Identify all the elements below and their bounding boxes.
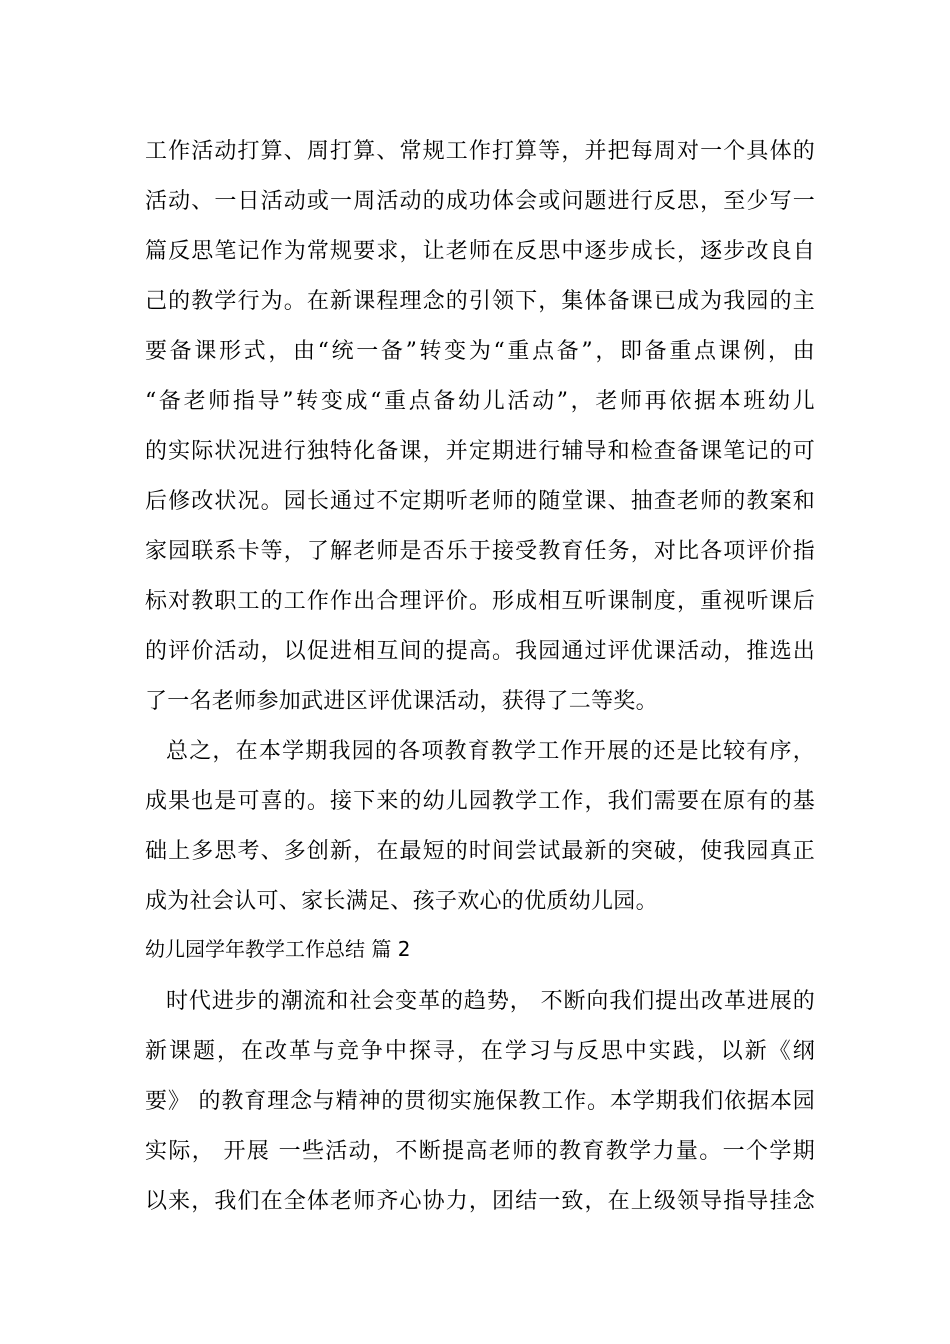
paragraph-1-line-9: 家园联系卡等，了解老师是否乐于接受教育任务，对比各项评价指: [145, 539, 815, 564]
paragraph-2-line-2: 成果也是可喜的。接下来的幼儿园教学工作，我们需要在原有的基: [145, 789, 815, 814]
paragraph-1-line-6: “备老师指导”转变成“重点备幼儿活动”，老师再依据本班幼儿: [145, 389, 815, 414]
paragraph-3-line-4: 实际， 开展 一些活动，不断提高老师的教育教学力量。一个学期: [145, 1139, 815, 1164]
paragraph-1-line-1: 工作活动打算、周打算、常规工作打算等，并把每周对一个具体的: [145, 139, 815, 164]
paragraph-1-line-11: 的评价活动，以促进相互间的提高。我园通过评优课活动，推选出: [145, 639, 815, 664]
paragraph-3-line-5: 以来，我们在全体老师齐心协力，团结一致，在上级领导指导挂念: [145, 1189, 815, 1214]
paragraph-2-line-1: 总之，在本学期我园的各项教育教学工作开展的还是比较有序，: [166, 739, 815, 764]
paragraph-2-line-3: 础上多思考、多创新，在最短的时间尝试最新的突破，使我园真正: [145, 839, 815, 864]
paragraph-1-line-3: 篇反思笔记作为常规要求，让老师在反思中逐步成长，逐步改良自: [145, 239, 815, 264]
paragraph-1-line-5: 要备课形式，由“统一备”转变为“重点备”，即备重点课例，由: [145, 339, 815, 364]
section-heading: 幼儿园学年教学工作总结 篇 2: [145, 937, 411, 961]
paragraph-2-line-4: 成为社会认可、家长满足、孩子欢心的优质幼儿园。: [145, 889, 658, 914]
paragraph-3-line-3: 要》 的教育理念与精神的贯彻实施保教工作。本学期我们依据本园: [145, 1089, 815, 1114]
paragraph-1-line-4: 己的教学行为。在新课程理念的引领下，集体备课已成为我园的主: [145, 289, 815, 314]
paragraph-1-line-7: 的实际状况进行独特化备课，并定期进行辅导和检查备课笔记的可: [145, 439, 815, 464]
paragraph-3-line-1: 时代进步的潮流和社会变革的趋势， 不断向我们提出改革进展的: [166, 989, 815, 1014]
paragraph-1-line-8: 后修改状况。园长通过不定期听老师的随堂课、抽查老师的教案和: [145, 489, 815, 514]
paragraph-3-line-2: 新课题，在改革与竞争中探寻，在学习与反思中实践，以新《纲: [145, 1039, 815, 1064]
paragraph-1-line-10: 标对教职工的工作作出合理评价。形成相互听课制度，重视听课后: [145, 589, 815, 614]
paragraph-1-line-12: 了一名老师参加武进区评优课活动，获得了二等奖。: [145, 689, 658, 714]
paragraph-1-line-2: 活动、一日活动或一周活动的成功体会或问题进行反思，至少写一: [145, 189, 815, 214]
